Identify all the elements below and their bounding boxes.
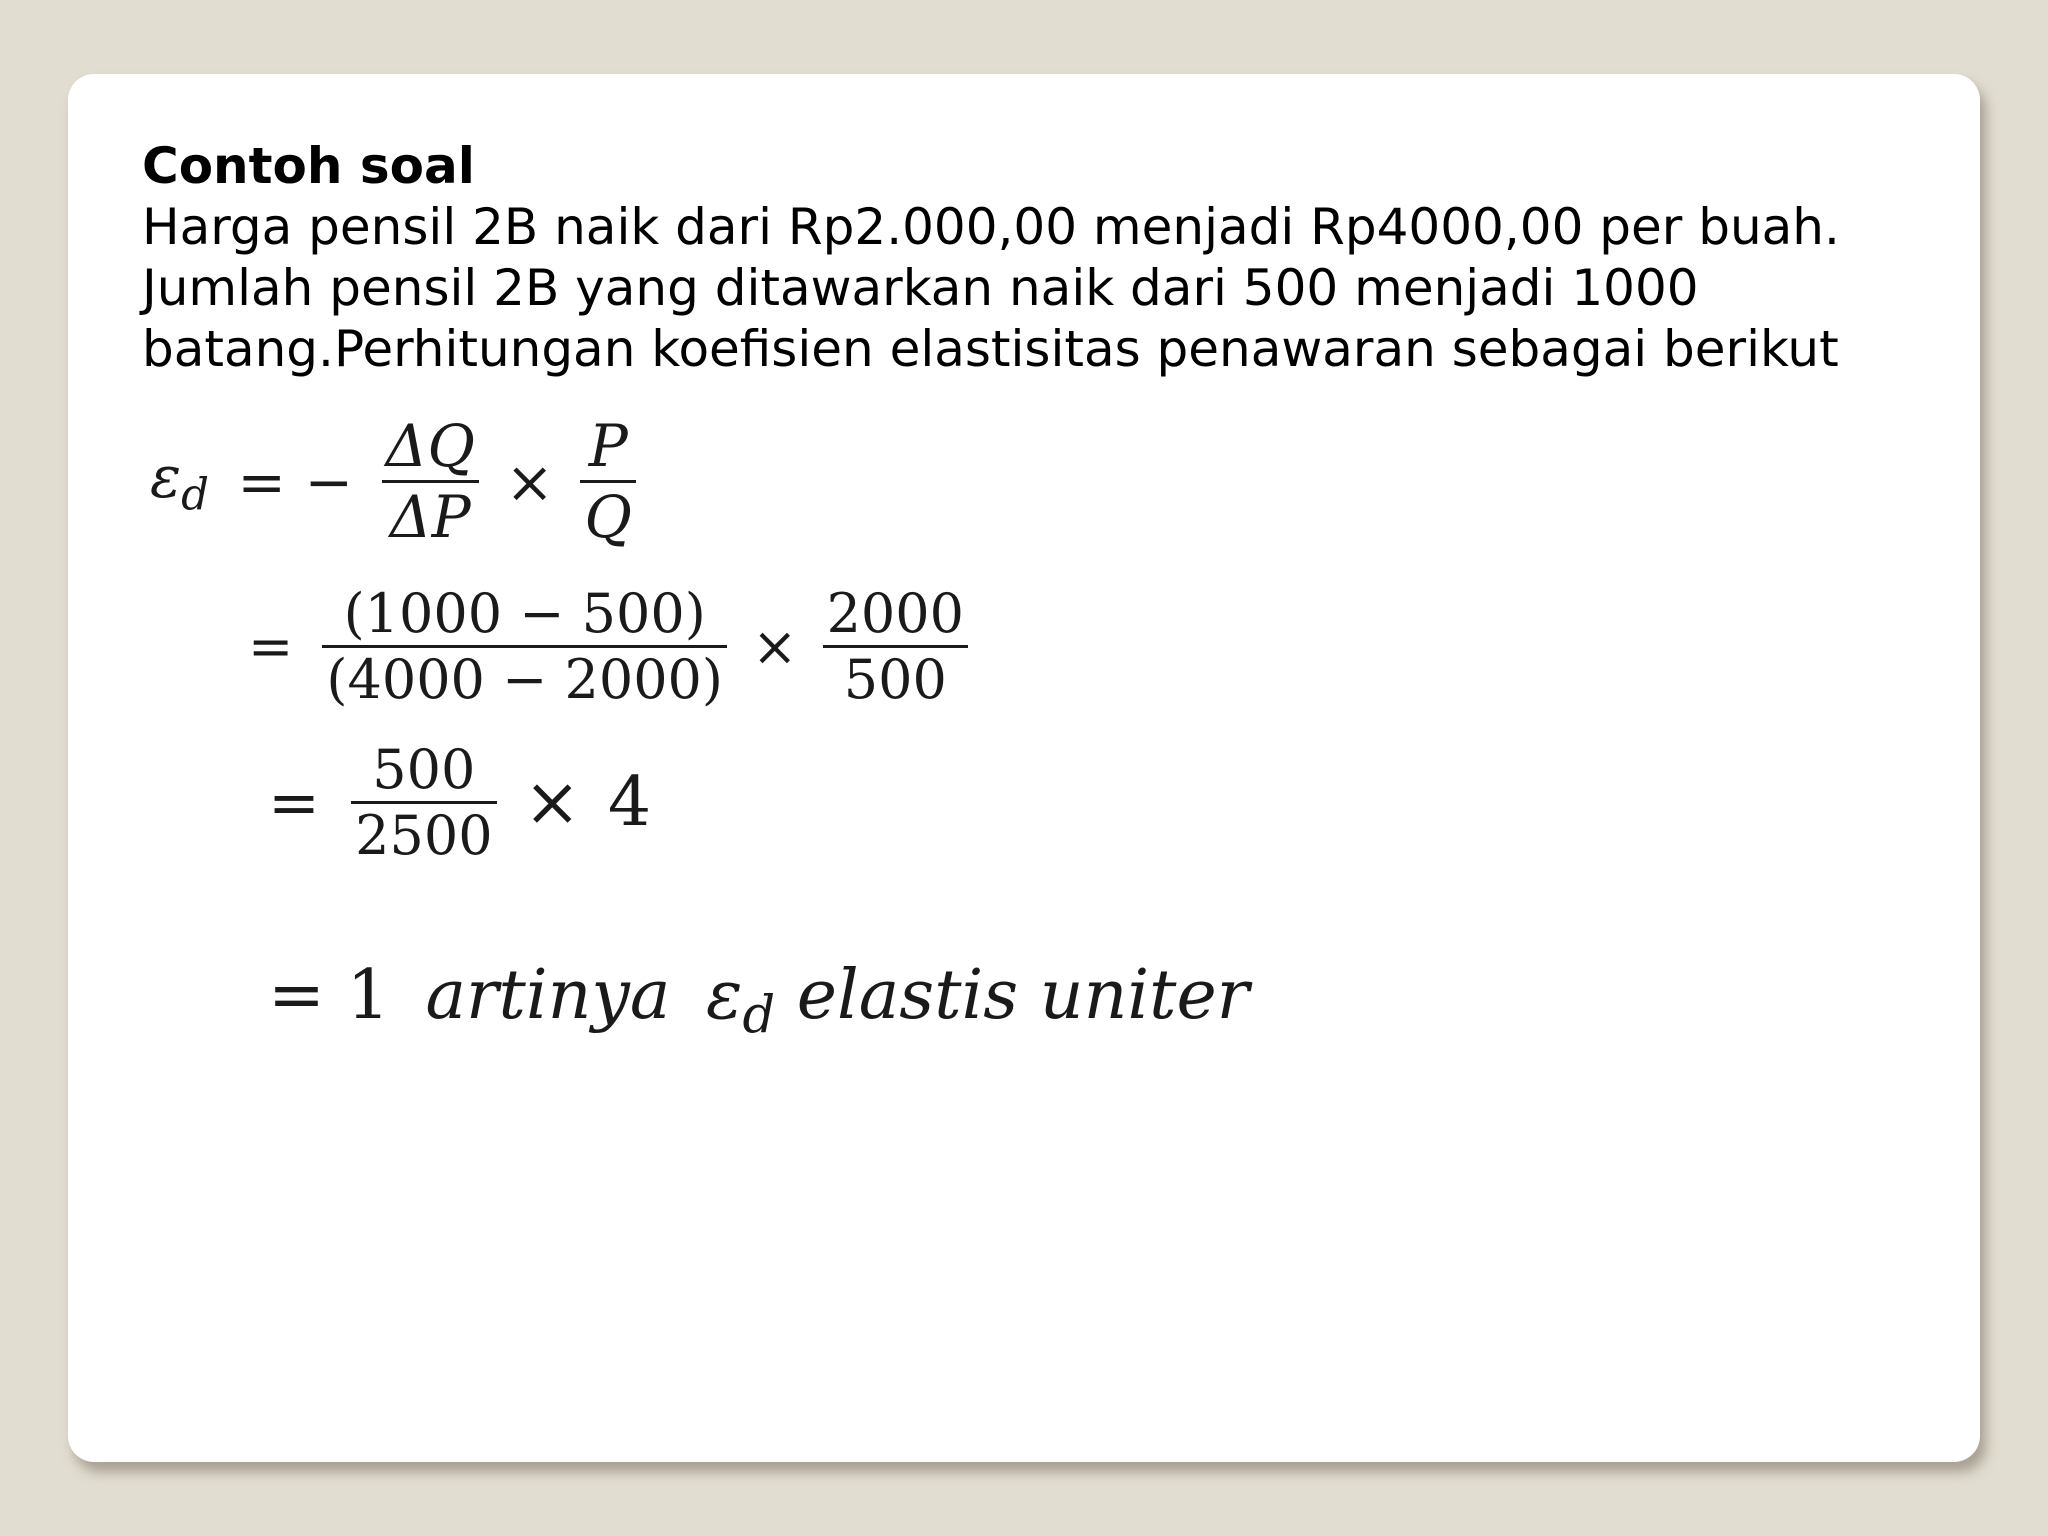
- elasticity-symbol: $\varepsilon_d$: [705, 956, 776, 1046]
- elasticity-symbol: $\varepsilon_d$: [150, 442, 209, 521]
- formula-line-2: [248, 582, 968, 711]
- formula-line-1: [150, 412, 636, 551]
- fraction-numerator: 500: [372, 738, 476, 801]
- equals-sign: =: [248, 615, 294, 678]
- result-word-artinya: artinya: [425, 956, 671, 1035]
- fraction-numerator: 2000: [826, 582, 965, 645]
- fraction-price-quantity: [823, 582, 968, 711]
- fraction-denominator: 2500: [355, 804, 493, 867]
- equals-minus: = −: [237, 447, 354, 516]
- fraction-numerator: (1000 − 500): [343, 582, 706, 645]
- equals-one: = 1: [268, 956, 390, 1035]
- paragraph-line-2: Jumlah pensil 2B yang ditawarkan naik dari 500 menjadi 1000: [142, 259, 1699, 317]
- fraction-500-2500: [351, 738, 496, 867]
- result-word-elastis-uniter: elastis uniter: [796, 956, 1250, 1035]
- fraction-denominator: ΔP: [389, 483, 471, 551]
- fraction-denominator: Q: [584, 483, 632, 551]
- paragraph-line-3: batang.Perhitungan koefisien elastisitas penawaran sebagai berikut: [142, 320, 1839, 378]
- formula-line-4: [268, 956, 1249, 1046]
- times-sign: ×: [523, 763, 581, 842]
- fraction-denominator: (4000 − 2000): [326, 648, 723, 711]
- slide-card: [68, 74, 1980, 1462]
- factor-value: 4: [607, 763, 652, 842]
- slide-title: Contoh soal: [142, 137, 475, 195]
- formula-line-3: [268, 738, 651, 867]
- paragraph-line-1: Harga pensil 2B naik dari Rp2.000,00 menjadi Rp4000,00 per buah.: [142, 198, 1840, 256]
- times-sign: ×: [752, 615, 798, 678]
- times-sign: ×: [505, 447, 554, 516]
- fraction-denominator: 500: [843, 648, 947, 711]
- fraction-dq-dp: [382, 412, 479, 551]
- slide-text: [142, 136, 1942, 380]
- fraction-numerator: ΔQ: [385, 412, 475, 480]
- fraction-quantity-change: [322, 582, 727, 711]
- equals-sign: =: [268, 766, 320, 839]
- fraction-numerator: P: [588, 412, 628, 480]
- fraction-p-q: [580, 412, 636, 551]
